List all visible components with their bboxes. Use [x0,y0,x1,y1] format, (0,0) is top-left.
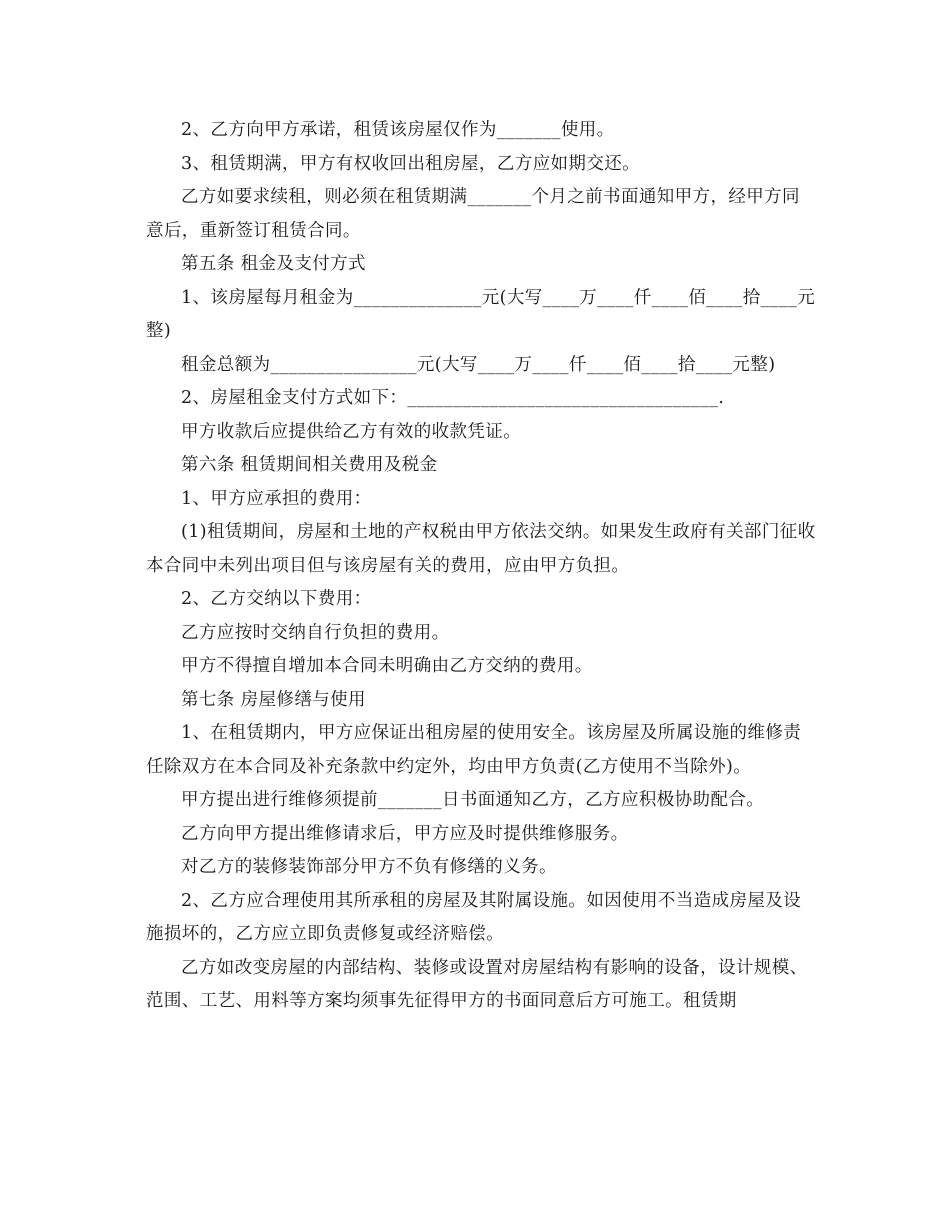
paragraph-renewal: 乙方如要求续租，则必须在租赁期满_______个月之前书面通知甲方，经甲方同意后，重新签订租赁合同。 [146,187,800,241]
paragraph-lease-end: 3、租赁期满，甲方有权收回出租房屋，乙方应如期交还。 [181,153,641,174]
paragraph-use-purpose: 2、乙方向甲方承诺，租赁该房屋仅作为_______使用。 [181,120,615,140]
paragraph-party-b-fees: 2、乙方交纳以下费用： [181,589,372,609]
paragraph-timely-payment: 乙方应按时交纳自行负担的费用。 [181,622,450,643]
paragraph-safety: 1、在租赁期内，甲方应保证出租房屋的使用安全。该房屋及所属设施的维修责任除双方在本合同及补充条款中约定外，均由甲方负责(乙方使用不当除外)。 [146,723,802,777]
article-5-heading: 第五条 租金及支付方式 [181,254,366,274]
paragraph-repair-request: 乙方向甲方提出维修请求后，甲方应及时提供维修服务。 [181,823,629,844]
article-7-heading: 第七条 房屋修缮与使用 [181,689,366,710]
paragraph-no-extra-fees: 甲方不得擅自增加本合同未明确由乙方交纳的费用。 [181,656,593,676]
article-6-heading: 第六条 租赁期间相关费用及税金 [181,455,438,475]
paragraph-property-tax: (1)租赁期间，房屋和土地的产权税由甲方依法交纳。如果发生政府有关部门征收本合同中未列出项目但与该房屋有关的费用，应由甲方负担。 [146,522,816,576]
paragraph-monthly-rent: 1、该房屋每月租金为______________元(大写____万____仟____佰____拾____元整) [146,287,816,341]
paragraph-party-a-fees: 1、甲方应承担的费用： [181,488,372,509]
paragraph-payment-method: 2、房屋租金支付方式如下：__________________________________. [181,388,725,408]
paragraph-structure-change: 乙方如改变房屋的内部结构、装修或设置对房屋结构有影响的设备，设计规模、范围、工艺、用料等方案均须事先征得甲方的书面同意后方可施工。租赁期 [146,957,808,1011]
paragraph-repair-notice: 甲方提出进行维修须提前_______日书面通知乙方，乙方应积极协助配合。 [181,790,765,810]
paragraph-decoration: 对乙方的装修装饰部分甲方不负有修缮的义务。 [181,857,557,877]
document-body [146,114,816,1019]
paragraph-receipt: 甲方收款后应提供给乙方有效的收款凭证。 [181,421,522,442]
paragraph-total-rent: 租金总额为________________元(大写____万____仟____佰____拾____元整) [181,354,776,375]
paragraph-proper-use: 2、乙方应合理使用其所承租的房屋及其附属设施。如因使用不当造成房屋及设施损坏的，乙方应立即负责修复或经济赔偿。 [146,890,802,944]
